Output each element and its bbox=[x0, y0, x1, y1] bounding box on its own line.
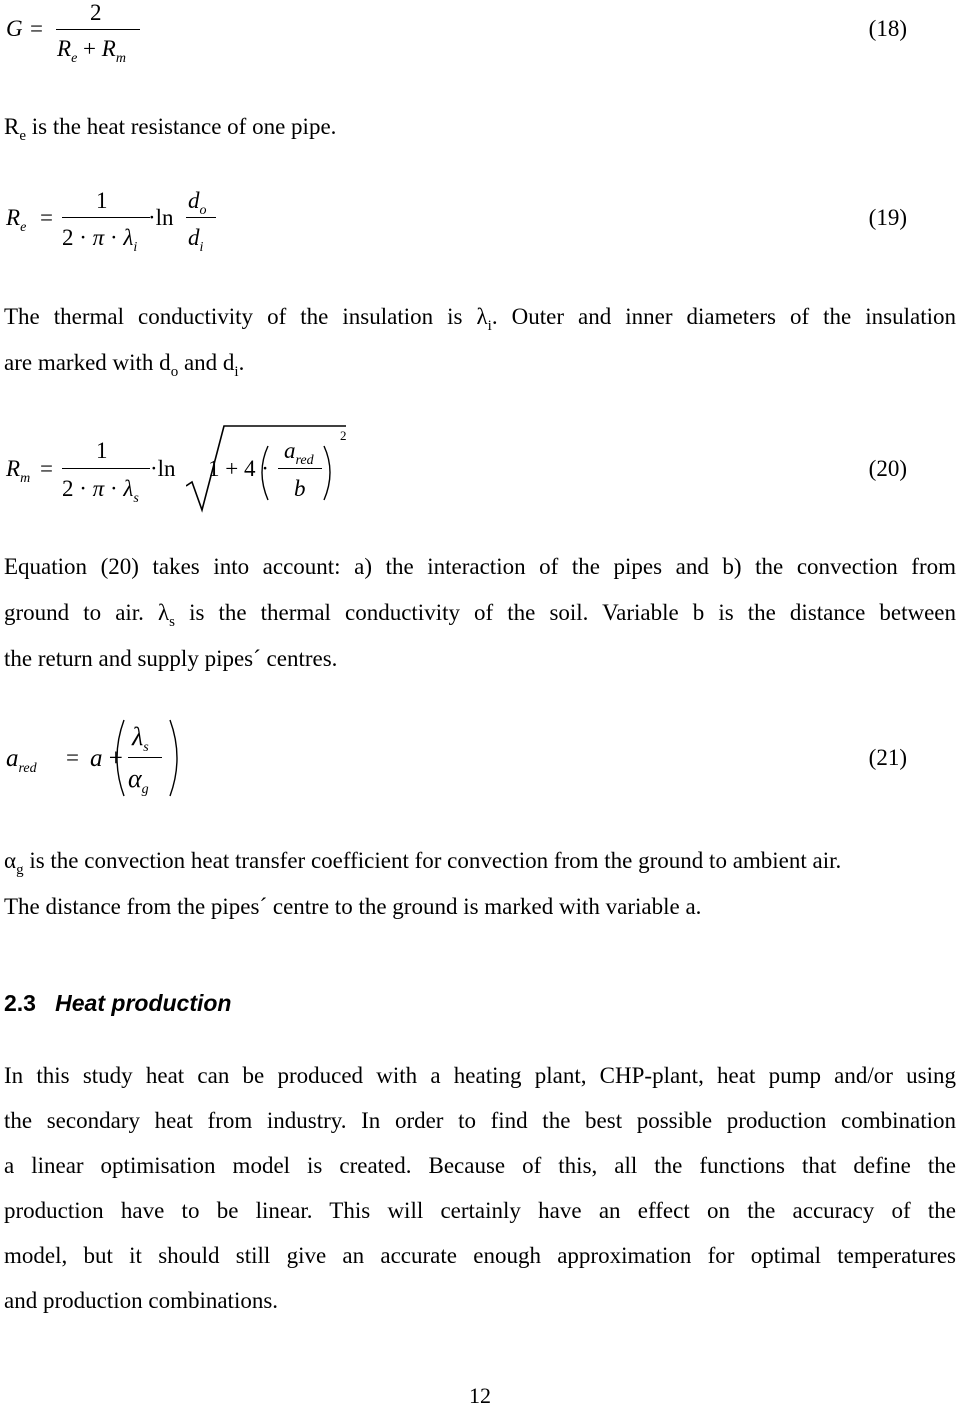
eq19-fraction-bar bbox=[62, 217, 150, 218]
eq21-a-plus: a + bbox=[90, 745, 123, 772]
eq21-alpha-g: $\alpha_g$ bbox=[128, 764, 149, 797]
paragraph-heat-production-line1: In this study heat can be produced with a heating plant, CHP-plant, heat pump and/or using bbox=[4, 1063, 956, 1088]
paragraph-equation20-line3: the return and supply pipes´ centres. bbox=[4, 646, 338, 671]
eq19-numerator: 1 bbox=[96, 188, 108, 213]
eq21-number: (21) bbox=[868, 745, 907, 770]
eq19-ratio-bar bbox=[186, 217, 216, 218]
eq20-lhs: $R_m$ bbox=[6, 456, 31, 486]
section-heading: 2.3 Heat production bbox=[4, 990, 232, 1016]
eq19-equals: = bbox=[40, 205, 53, 230]
paragraph-re-definition: $R_e$ is the heat resistance of one pipe. bbox=[4, 114, 337, 144]
eq18-equals: = bbox=[30, 16, 43, 41]
paragraph-equation20-line2: ground to air. $\lambda_s$ is the thermal conductivity of the soil. Variable b is the distance between bbox=[4, 600, 956, 630]
eq20-b: b bbox=[294, 476, 306, 501]
eq20-one-plus-four: 1 + 4 · bbox=[208, 456, 269, 481]
eq20-a-red: $a_{red}$ bbox=[284, 438, 314, 468]
eq19-ln: ·ln bbox=[148, 205, 174, 230]
eq18-lhs: G bbox=[6, 16, 23, 41]
eq18-denominator: $R_e + R_m$ bbox=[57, 36, 126, 66]
eq21-lhs: $a_{red}$ bbox=[6, 745, 37, 776]
eq19-number: (19) bbox=[868, 205, 907, 230]
eq21-fraction-bar bbox=[128, 757, 162, 758]
eq20-fraction-bar bbox=[62, 468, 150, 469]
page-number: 12 bbox=[469, 1383, 491, 1408]
eq19-di: $d_i$ bbox=[188, 225, 204, 255]
paragraph-heat-production-line4: production have to be linear. This will certainly have an effect on the accuracy of the bbox=[4, 1198, 956, 1223]
eq18-numerator: 2 bbox=[90, 0, 102, 25]
eq20-equals: = bbox=[40, 456, 53, 481]
eq18-number: (18) bbox=[868, 16, 907, 41]
eq20-number: (20) bbox=[868, 456, 907, 481]
eq20-exponent: 2 bbox=[340, 428, 347, 443]
paragraph-heat-production-line3: a linear optimisation model is created. Because of this, all the functions that define the bbox=[4, 1153, 956, 1178]
paragraph-heat-production-line6: and production combinations. bbox=[4, 1288, 279, 1313]
paragraph-heat-production-line2: the secondary heat from industry. In order to find the best possible production combination bbox=[4, 1108, 956, 1133]
eq19-denominator: $2 \cdot \pi \cdot \lambda_i$ bbox=[62, 225, 138, 255]
eq20-numerator: 1 bbox=[96, 438, 108, 463]
paragraph-alpha-g-line2: The distance from the pipes´ centre to the ground is marked with variable a. bbox=[4, 894, 702, 919]
eq20-ln: ·ln bbox=[150, 456, 176, 481]
eq21-equals: = bbox=[66, 745, 79, 770]
paragraph-equation20-line1: Equation (20) takes into account: a) the interaction of the pipes and b) the convection from bbox=[4, 554, 956, 579]
paragraph-insulation-line1: The thermal conductivity of the insulation is $\lambda_i$. Outer and inner diameters of the insulation bbox=[4, 304, 956, 334]
eq18-fraction-bar bbox=[56, 29, 140, 30]
eq20-inner-bar bbox=[278, 468, 322, 469]
eq20-denominator: $2 \cdot \pi \cdot \lambda_s$ bbox=[62, 476, 139, 506]
paragraph-heat-production-line5: model, but it should still give an accurate enough approximation for optimal temperatures bbox=[4, 1243, 956, 1268]
paragraph-insulation-line2: are marked with $d_o$ and $d_i$. bbox=[4, 350, 245, 380]
eq19-do: $d_o$ bbox=[188, 188, 207, 218]
paragraph-alpha-g-line1: $\alpha_g$ is the convection heat transfer coefficient for convection from the ground to ambient air. bbox=[4, 848, 842, 878]
eq19-lhs: $R_e$ bbox=[6, 205, 27, 235]
eq21-lambda-s: $\lambda_s$ bbox=[132, 722, 149, 755]
